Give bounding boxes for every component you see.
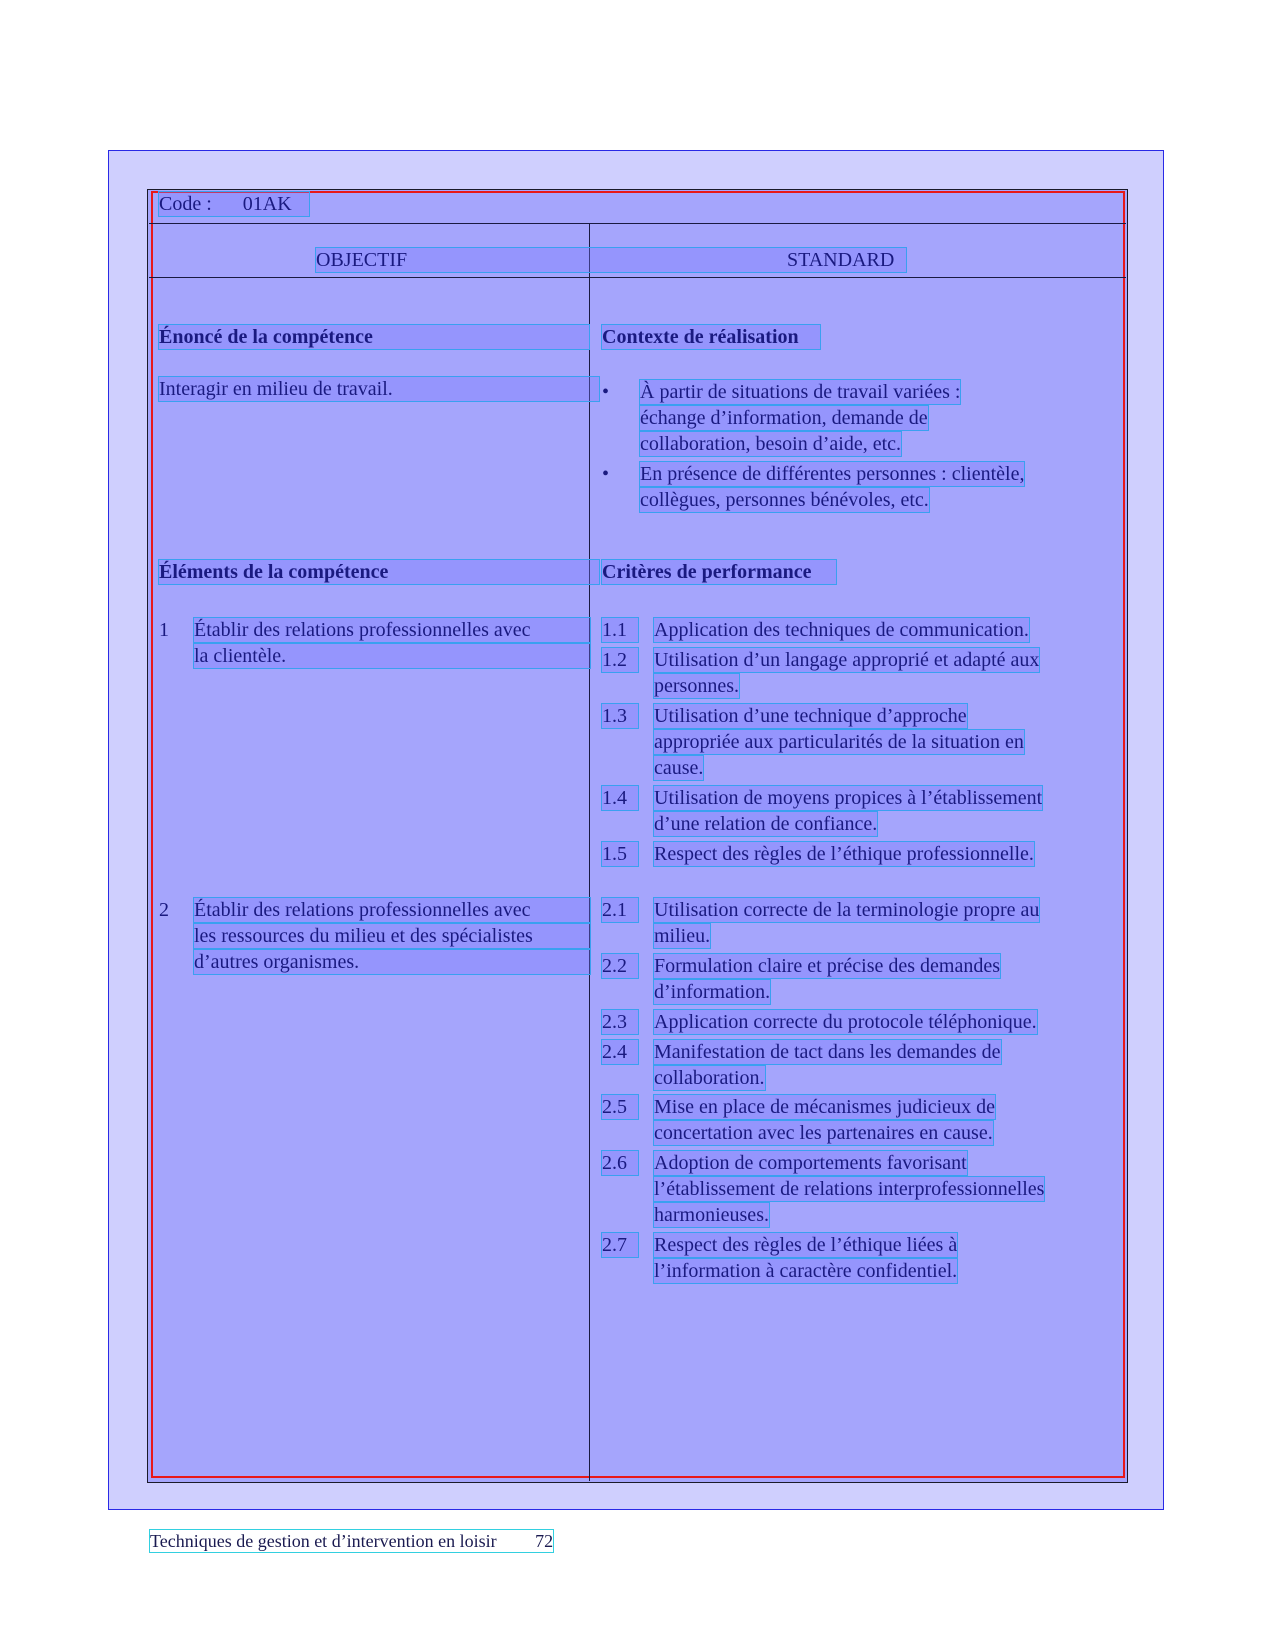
critere-text-line: Manifestation de tact dans les demandes de <box>654 1041 1001 1063</box>
element-number: 1 <box>159 619 169 641</box>
critere-text-line: Formulation claire et précise des demandes <box>654 955 1000 977</box>
critere-number: 2.4 <box>602 1040 638 1064</box>
objectif-heading: OBJECTIF <box>316 248 906 272</box>
critere-number: 2.5 <box>602 1095 638 1119</box>
columns-divider <box>149 277 1126 278</box>
critere-number: 1.3 <box>602 704 638 728</box>
bullet-icon: • <box>602 463 610 485</box>
code-row <box>159 192 309 216</box>
contexte-text-line: En présence de différentes personnes : clientèle, <box>640 463 1025 485</box>
critere-number: 2.1 <box>602 898 638 922</box>
enonce-title: Énoncé de la compétence <box>159 325 589 349</box>
contexte-text-line: collègues, personnes bénévoles, etc. <box>640 489 929 511</box>
critere-number: 2.2 <box>602 954 638 978</box>
critere-number: 2.7 <box>602 1233 638 1257</box>
criteres-title: Critères de performance <box>602 560 836 584</box>
critere-text-line: l’établissement de relations interprofessionnelles <box>654 1178 1045 1200</box>
critere-text-line: concertation avec les partenaires en cause. <box>654 1122 993 1144</box>
contexte-text-line: échange d’information, demande de <box>640 407 928 429</box>
critere-text-line: Respect des règles de l’éthique liées à <box>654 1234 958 1256</box>
critere-number: 2.6 <box>602 1151 638 1175</box>
element-text-line: la clientèle. <box>194 644 590 668</box>
critere-text-line: harmonieuses. <box>654 1204 769 1226</box>
critere-text-line: appropriée aux particularités de la situation en <box>654 731 1024 753</box>
footer-page-number: 72 <box>535 1531 554 1551</box>
critere-text-line: Respect des règles de l’éthique professionnelle. <box>654 843 1034 865</box>
critere-text-line: Application des techniques de communication. <box>654 619 1029 641</box>
critere-number: 2.3 <box>602 1010 638 1034</box>
critere-text-line: collaboration. <box>654 1067 765 1089</box>
critere-text-line: d’information. <box>654 981 771 1003</box>
critere-text-line: Utilisation d’un langage approprié et adapté aux <box>654 649 1040 671</box>
code-value: 01AK <box>242 193 292 215</box>
standard-heading: STANDARD <box>787 249 895 271</box>
elements-title: Éléments de la compétence <box>159 560 599 584</box>
element-number: 2 <box>159 899 169 921</box>
critere-number: 1.5 <box>602 842 638 866</box>
critere-text-line: cause. <box>654 757 704 779</box>
column-separator <box>589 223 590 1481</box>
critere-text-line: Utilisation de moyens propices à l’établissement <box>654 787 1043 809</box>
element-text-line: d’autres organismes. <box>194 950 590 974</box>
code-label: Code : <box>159 193 212 215</box>
element-text-line: les ressources du milieu et des spécialistes <box>194 924 590 948</box>
critere-text-line: Mise en place de mécanismes judicieux de <box>654 1096 995 1118</box>
bullet-icon: • <box>602 381 610 403</box>
contexte-text-line: À partir de situations de travail variées : <box>640 381 961 403</box>
critere-text-line: l’information à caractère confidentiel. <box>654 1260 958 1282</box>
critere-text-line: milieu. <box>654 925 711 947</box>
page-footer <box>150 1530 553 1552</box>
critere-number: 1.2 <box>602 648 638 672</box>
element-text-line: Établir des relations professionnelles avec <box>194 898 590 922</box>
critere-text-line: Utilisation d’une technique d’approche <box>654 705 967 727</box>
footer-program: Techniques de gestion et d’intervention en loisir <box>150 1531 497 1551</box>
critere-text-line: personnes. <box>654 675 739 697</box>
critere-text-line: Adoption de comportements favorisant <box>654 1152 967 1174</box>
critere-number: 1.4 <box>602 786 638 810</box>
critere-text-line: d’une relation de confiance. <box>654 813 878 835</box>
contexte-title: Contexte de réalisation <box>602 325 820 349</box>
critere-text-line: Application correcte du protocole téléphonique. <box>654 1011 1037 1033</box>
element-text-line: Établir des relations professionnelles avec <box>194 618 590 642</box>
enonce-text: Interagir en milieu de travail. <box>159 377 599 401</box>
critere-number: 1.1 <box>602 618 638 642</box>
critere-text-line: Utilisation correcte de la terminologie propre au <box>654 899 1040 921</box>
header-divider <box>149 223 1126 224</box>
contexte-text-line: collaboration, besoin d’aide, etc. <box>640 433 902 455</box>
